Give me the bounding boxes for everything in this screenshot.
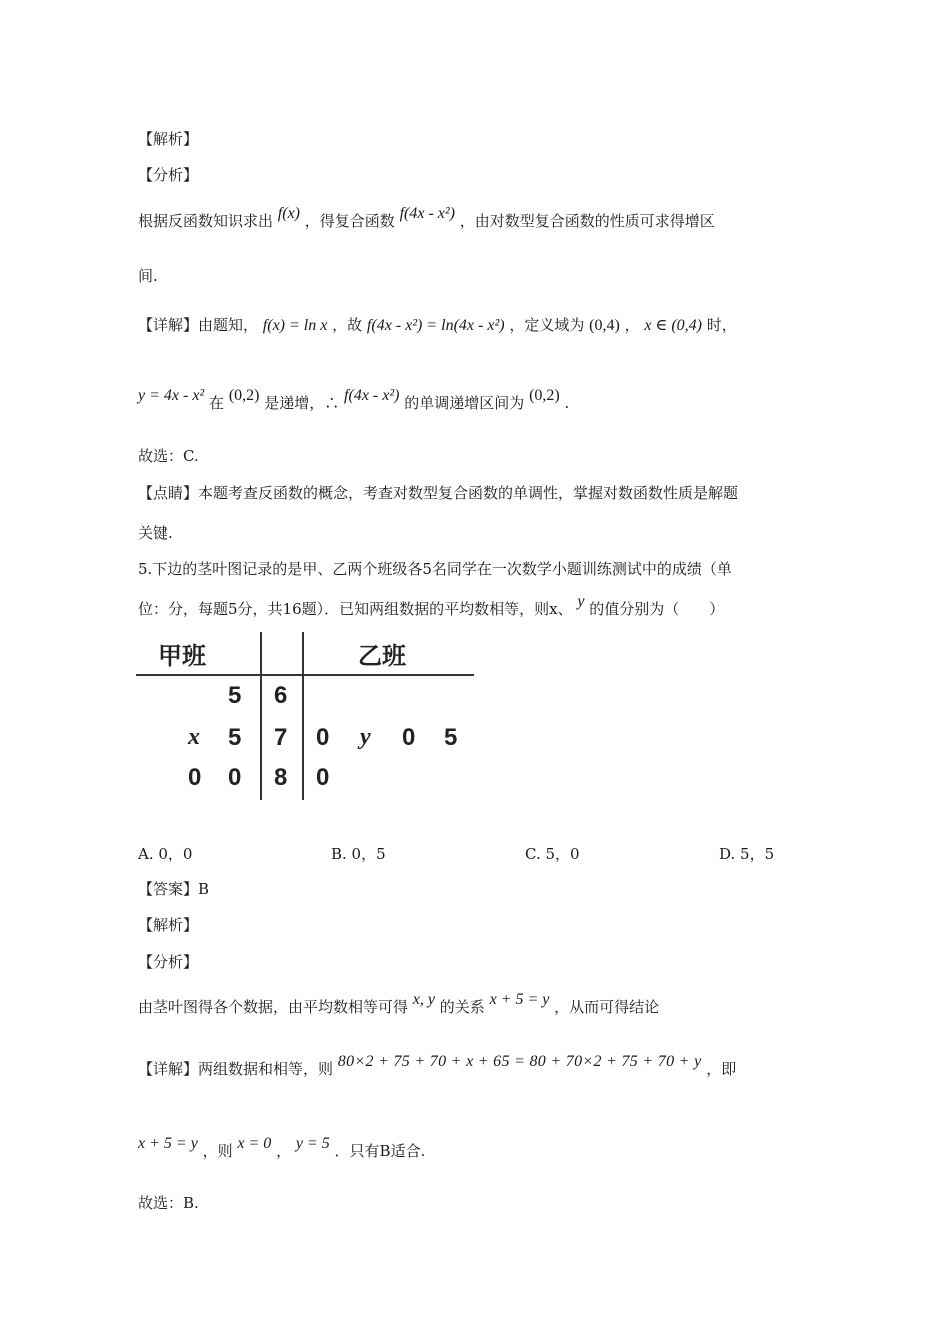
analysis-paragraph-1-end: 间. — [138, 267, 158, 285]
analysis-text: ，由对数型复合函数的性质可求得增区 — [459, 212, 715, 230]
stem-value: 7 — [274, 724, 288, 751]
math-fx: f(x) — [277, 205, 300, 222]
fenxi-heading-2: 【分析】 — [138, 953, 199, 971]
detail-text: ， — [624, 316, 640, 334]
stem-divider-left — [260, 632, 262, 800]
option-a: A. 0，0 — [138, 845, 193, 863]
jiexi-heading-1: 【解析】 — [138, 130, 199, 148]
detail-text: ，即 — [706, 1060, 737, 1078]
leaf: 5 — [228, 724, 242, 751]
answer-line: 【答案】B — [138, 880, 210, 898]
header-divider — [136, 674, 474, 676]
leaf: 0 — [228, 764, 242, 791]
detail-paragraph-1 — [138, 314, 737, 335]
detail-text: 的单调递增区间为 — [404, 394, 525, 412]
question5-line-2 — [138, 593, 725, 619]
leaf: 5 — [228, 682, 242, 709]
choose-line-2: 故选：B. — [138, 1194, 199, 1212]
analysis-text: 的关系 — [439, 998, 485, 1016]
option-c: C. 5，0 — [525, 845, 580, 863]
stem-leaf-plot — [136, 632, 476, 802]
leaf: 0 — [316, 764, 330, 791]
analysis-text: ，从而可得结论 — [554, 998, 660, 1016]
math-condition: x ∈ (0,4) — [644, 317, 702, 334]
left-header: 甲班 — [158, 643, 206, 670]
fenxi-heading-1: 【分析】 — [138, 166, 199, 184]
math-interval: (0,2) — [529, 387, 560, 404]
leaf-variable-x: x — [188, 724, 200, 750]
detail-text: ，则 — [202, 1142, 233, 1160]
math-xy: x, y — [412, 991, 435, 1008]
math-sum-equation: 80×2 + 75 + 70 + x + 65 = 80 + 70×2 + 75 + 70 + y — [337, 1053, 702, 1070]
detail-text: ， — [276, 1142, 292, 1160]
math-y-value: y = 5 — [295, 1135, 330, 1152]
question-text: 位：分，每题5分，共16题）．已知两组数据的平均数相等，则x、 — [138, 600, 573, 618]
detail-paragraph-3 — [138, 1053, 737, 1079]
stem-value: 8 — [274, 764, 288, 791]
leaf: 0 — [188, 764, 202, 791]
math-composite: f(4x - x²) — [399, 205, 456, 222]
analysis-text: 根据反函数知识求出 — [138, 212, 274, 230]
leaf-variable-y: y — [360, 724, 371, 750]
detail-text: . — [564, 394, 570, 412]
math-domain: (0,4) — [589, 317, 620, 334]
option-b: B. 0，5 — [331, 845, 386, 863]
math-interval: (0,2) — [228, 387, 260, 404]
math-relation: x + 5 = y — [489, 991, 550, 1008]
leaf: 0 — [316, 724, 330, 751]
detail-paragraph-4 — [138, 1135, 426, 1161]
math-x-value: x = 0 — [237, 1135, 272, 1152]
choose-line-1: 故选：C. — [138, 447, 199, 465]
question5-line-1: 5.下边的茎叶图记录的是甲、乙两个班级各5名同学在一次数学小题训练测试中的成绩（单 — [138, 560, 732, 578]
detail-text: 在 — [209, 394, 225, 412]
right-header: 乙班 — [358, 643, 406, 670]
stem-divider-right — [302, 632, 304, 800]
math-composite: f(4x - x²) — [344, 387, 400, 404]
analysis-paragraph-1 — [138, 205, 715, 231]
comment-line-2: 关键. — [138, 524, 173, 542]
math-eq: y = 4x - x² — [138, 387, 205, 404]
detail-text: ，故 — [332, 316, 363, 334]
detail-label: 【详解】两组数据和相等，则 — [138, 1060, 334, 1078]
comment-line-1: 【点睛】本题考查反函数的概念，考查对数型复合函数的单调性，掌握对数函数性质是解题 — [138, 484, 739, 502]
analysis-paragraph-2 — [138, 991, 660, 1017]
analysis-text: ，得复合函数 — [304, 212, 395, 230]
math-y: y — [577, 593, 585, 610]
math-relation: x + 5 = y — [138, 1135, 198, 1152]
question-text: 的值分别为（ ） — [589, 600, 725, 618]
stem-value: 6 — [274, 682, 288, 709]
detail-text: 是递增，∴ — [264, 394, 340, 412]
math-eq: f(x) = ln x — [262, 317, 328, 334]
leaf: 5 — [444, 724, 458, 751]
detail-text: 时， — [706, 316, 737, 334]
detail-label: 【详解】由题知， — [138, 316, 259, 334]
leaf: 0 — [402, 724, 416, 751]
jiexi-heading-2: 【解析】 — [138, 916, 199, 934]
option-d: D. 5，5 — [719, 845, 775, 863]
detail-paragraph-2 — [138, 387, 570, 413]
math-eq: f(4x - x²) = ln(4x - x²) — [366, 317, 505, 334]
analysis-text: 由茎叶图得各个数据，由平均数相等可得 — [138, 998, 409, 1016]
detail-text: ．只有B适合. — [334, 1142, 426, 1160]
detail-text: ，定义域为 — [509, 316, 585, 334]
